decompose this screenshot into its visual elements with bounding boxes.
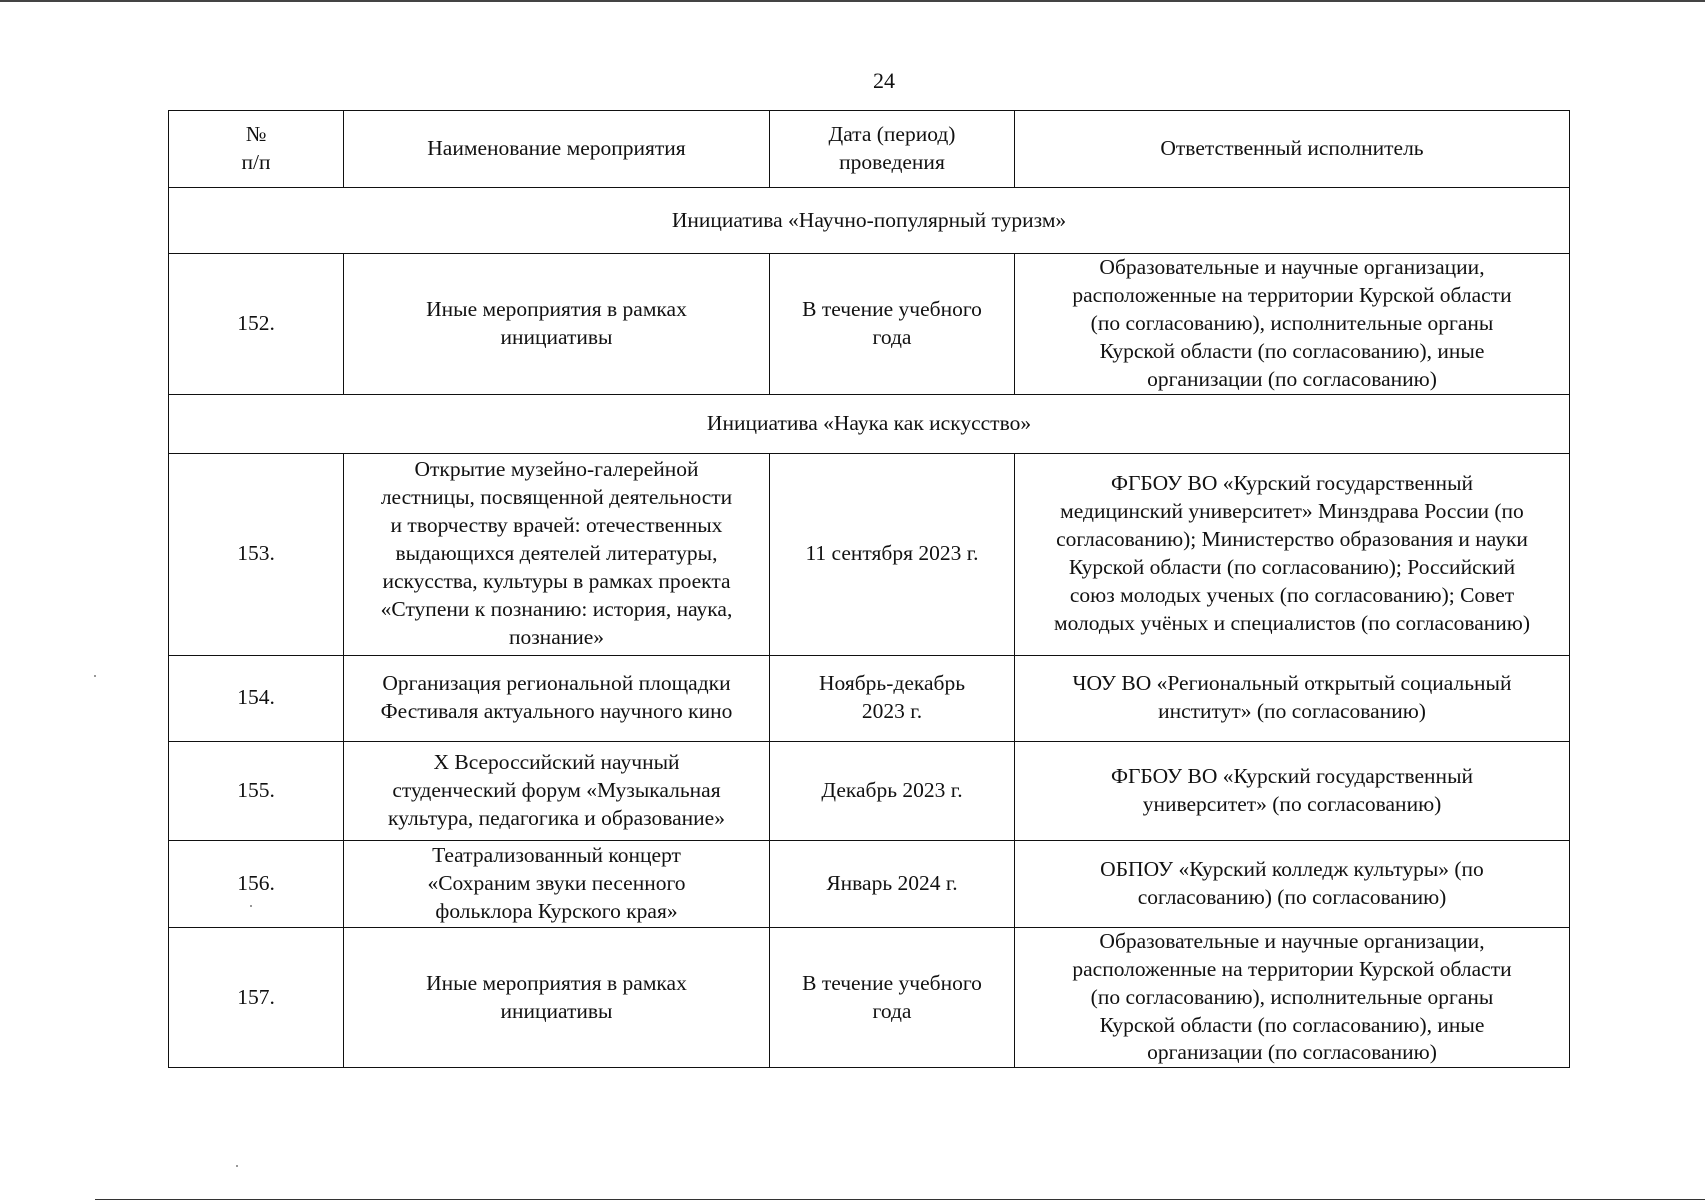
event-name-line: «Сохраним звуки песенного <box>427 870 686 895</box>
event-responsible-line: расположенные на территории Курской области <box>1072 282 1512 307</box>
scan-speck <box>94 675 96 677</box>
event-name-line: искусства, культуры в рамках проекта <box>382 569 731 594</box>
event-responsible <box>1015 741 1570 840</box>
event-name-line: инициативы <box>500 998 613 1023</box>
event-date-line: Январь 2024 г. <box>826 870 958 895</box>
event-name <box>344 840 770 927</box>
event-date-line: В течение учебного <box>802 296 982 321</box>
header-date <box>770 111 1015 188</box>
event-name-line: студенческий форум «Музыкальная <box>392 777 721 802</box>
event-responsible <box>1015 254 1570 395</box>
event-name-line: культура, педагогика и образование» <box>388 805 725 830</box>
table-row <box>169 254 1570 395</box>
row-number: 157. <box>169 927 344 1068</box>
table-body <box>169 188 1570 1068</box>
event-date-line: Декабрь 2023 г. <box>821 777 963 802</box>
header-number <box>169 111 344 188</box>
event-responsible-line: согласованию); Министерство образования и науки <box>1056 527 1528 552</box>
section-title: Инициатива «Научно-популярный туризм» <box>169 188 1570 254</box>
row-number: 156. <box>169 840 344 927</box>
event-responsible-line: ОБПОУ «Курский колледж культуры» (по <box>1100 856 1484 881</box>
event-responsible-line: (по согласованию), исполнительные органы <box>1090 310 1494 335</box>
event-responsible-line: (по согласованию), исполнительные органы <box>1090 984 1494 1009</box>
event-name-line: Открытие музейно-галерейной <box>414 457 699 482</box>
event-name <box>344 655 770 741</box>
event-date <box>770 927 1015 1068</box>
table-row <box>169 840 1570 927</box>
event-name-line: фольклора Курского края» <box>435 898 678 923</box>
event-date <box>770 254 1015 395</box>
table-row <box>169 927 1570 1068</box>
event-name-line: Иные мероприятия в рамках <box>426 970 687 995</box>
row-number: 153. <box>169 453 344 655</box>
event-date-line: года <box>872 998 912 1023</box>
row-number: 155. <box>169 741 344 840</box>
header-number-line1: № <box>245 122 267 147</box>
table-row <box>169 741 1570 840</box>
event-responsible <box>1015 840 1570 927</box>
event-responsible <box>1015 453 1570 655</box>
event-responsible-line: союз молодых ученых (по согласованию); Совет <box>1069 583 1515 608</box>
event-name <box>344 741 770 840</box>
event-name-line: X Всероссийский научный <box>433 749 680 774</box>
event-responsible-line: Курской области (по согласованию), иные <box>1099 338 1485 363</box>
event-name <box>344 254 770 395</box>
event-name-line: Фестиваля актуального научного кино <box>380 699 733 724</box>
event-responsible-line: Курской области (по согласованию); Российский <box>1068 555 1516 580</box>
event-responsible <box>1015 927 1570 1068</box>
event-name-line: и творчеству врачей: отечественных <box>390 513 723 538</box>
event-name-line: выдающихся деятелей литературы, <box>395 541 718 566</box>
event-responsible <box>1015 655 1570 741</box>
scan-edge-top <box>0 0 1705 2</box>
event-name-line: Организация региональной площадки <box>382 671 731 696</box>
header-date-line2: проведения <box>839 150 945 174</box>
event-date <box>770 655 1015 741</box>
event-name-line: Театрализованный концерт <box>432 842 681 867</box>
event-responsible-line: медицинский университет» Минздрава России (по <box>1060 499 1524 524</box>
section-title: Инициатива «Наука как искусство» <box>169 394 1570 453</box>
event-responsible-line: организации (по согласованию) <box>1147 366 1437 391</box>
section-row <box>169 188 1570 254</box>
event-name-line: Иные мероприятия в рамках <box>426 296 687 321</box>
event-responsible-line: расположенные на территории Курской области <box>1072 956 1512 981</box>
events-table <box>168 110 1570 1068</box>
event-date-line: года <box>872 324 912 349</box>
event-responsible-line: Образовательные и научные организации, <box>1099 928 1485 953</box>
event-date-line: В течение учебного <box>802 970 982 995</box>
row-number: 154. <box>169 655 344 741</box>
table-row <box>169 655 1570 741</box>
event-name <box>344 453 770 655</box>
event-name-line: лестницы, посвященной деятельности <box>380 485 733 510</box>
row-number: 152. <box>169 254 344 395</box>
scan-speck <box>236 1165 238 1167</box>
event-date <box>770 453 1015 655</box>
event-responsible-line: ФГБОУ ВО «Курский государственный <box>1110 763 1474 788</box>
header-number-line2: п/п <box>241 150 271 174</box>
event-responsible-line: институт» (по согласованию) <box>1158 699 1426 724</box>
event-name <box>344 927 770 1068</box>
header-name: Наименование мероприятия <box>344 111 770 188</box>
event-responsible-line: ЧОУ ВО «Региональный открытый социальный <box>1072 671 1512 696</box>
event-name-line: инициативы <box>500 324 613 349</box>
event-responsible-line: организации (по согласованию) <box>1147 1040 1437 1065</box>
page-number: 24 <box>873 68 895 93</box>
event-responsible-line: университет» (по согласованию) <box>1142 791 1442 816</box>
event-responsible-line: молодых учёных и специалистов (по согласованию) <box>1053 611 1531 636</box>
event-date-line: 11 сентября 2023 г. <box>805 541 979 566</box>
event-responsible-line: Образовательные и научные организации, <box>1099 255 1485 279</box>
table-row <box>169 453 1570 655</box>
event-name-line: познание» <box>508 625 605 650</box>
table-header-row <box>169 111 1570 188</box>
header-date-line1: Дата (период) <box>828 122 956 147</box>
event-date <box>770 741 1015 840</box>
event-name-line: «Ступени к познанию: история, наука, <box>380 597 733 622</box>
event-date-line: Ноябрь-декабрь <box>818 671 966 696</box>
section-row <box>169 394 1570 453</box>
event-responsible-line: согласованию) (по согласованию) <box>1137 884 1447 909</box>
header-responsible: Ответственный исполнитель <box>1015 111 1570 188</box>
event-responsible-line: ФГБОУ ВО «Курский государственный <box>1110 471 1474 496</box>
event-date <box>770 840 1015 927</box>
event-date-line: 2023 г. <box>861 699 923 724</box>
event-responsible-line: Курской области (по согласованию), иные <box>1099 1012 1485 1037</box>
scan-speck <box>250 905 252 907</box>
